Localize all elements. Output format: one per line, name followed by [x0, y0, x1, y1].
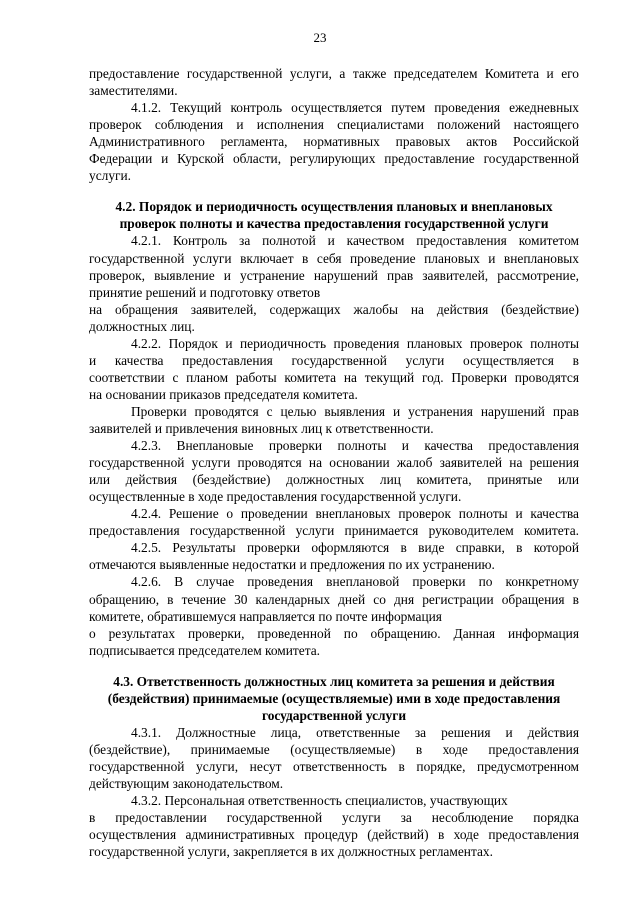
paragraph-line: 4.3.1. Должностные лица, ответственные за решения и действия — [131, 725, 579, 740]
paragraph-line: или действия (бездействие) должностных лиц комитета, принятые или — [89, 472, 579, 487]
paragraph-line: Проверки проводятся с целью выявления и устранения нарушений прав — [131, 404, 579, 419]
section-heading-line: государственной услуги — [261, 708, 407, 723]
section-heading-line: 4.2. Порядок и периодичность осуществления плановых и внеплановых — [115, 199, 553, 214]
paragraph-line: государственной услуги, несут ответственность в порядке, предусмотренном — [89, 759, 579, 774]
paragraph-line: 4.1.2. Текущий контроль осуществляется путем проведения ежедневных — [131, 100, 579, 115]
paragraph-line: государственной услуги, закрепляется в их должностных регламентах. — [89, 844, 493, 859]
paragraph-line: государственной услуги включает в себя проведение плановых и внеплановых — [89, 251, 579, 266]
paragraph-line: Административного регламента, нормативных правовых актов Российской — [89, 134, 579, 149]
paragraph-line: 4.2.3. Внеплановые проверки полноты и качества предоставления — [131, 438, 579, 453]
paragraph-line: Федерации и Курской области, регулирующих предоставление государственной — [89, 151, 579, 166]
paragraph-line: предоставление государственной услуги, а также председателем Комитета и его — [89, 66, 579, 81]
paragraph-line: осуществленные в ходе предоставления государственной услуги. — [89, 489, 462, 504]
paragraph-line: должностных лиц. — [89, 319, 195, 334]
paragraph-line: 4.3.2. Персональная ответственность специалистов, участвующих — [131, 793, 508, 808]
section-heading-line: проверок полноты и качества предоставления государственной услуги — [119, 216, 549, 231]
paragraph-line: 4.2.1. Контроль за полнотой и качеством предоставления комитетом — [131, 233, 579, 248]
section-heading-line: 4.3. Ответственность должностных лиц комитета за решения и действия — [113, 674, 555, 689]
paragraph-line: комитете, обратившемуся направляется по почте информация — [89, 609, 442, 624]
paragraph-line: государственной услуги проводятся на основании жалоб заявителей на решения — [89, 455, 579, 470]
paragraph-line: заместителями. — [89, 83, 178, 98]
paragraph-line: на основании приказов председателя комитета. — [89, 387, 358, 402]
paragraph-line: о результатах проверки, проведенной по обращению. Данная информация — [89, 626, 579, 641]
paragraph-line: осуществления административных процедур (действий) в ходе предоставления — [89, 827, 579, 842]
paragraph-line: предоставления государственной услуги принимается руководителем комитета. — [89, 523, 579, 538]
paragraph-line: и качества предоставления государственной услуги осуществляется в — [89, 353, 579, 368]
paragraph-line: услуги. — [89, 168, 132, 183]
paragraph-line: проверок соблюдения и исполнения специалистами положений настоящего — [89, 117, 579, 132]
paragraph-line: 4.2.6. В случае проведения внеплановой проверки по конкретному — [131, 574, 579, 589]
paragraph-line: в предоставлении государственной услуги за несоблюдение порядка — [89, 810, 579, 825]
section-heading-line: (бездействия) принимаемые (осуществляемые) ими в ходе предоставления — [107, 691, 561, 706]
paragraph-line: отмечаются выявленные недостатки и предложения по их устранению. — [89, 557, 495, 572]
page-number: 23 — [313, 30, 327, 45]
paragraph-line: 4.2.5. Результаты проверки оформляются в виде справки, в которой — [131, 540, 579, 555]
paragraph-line: 4.2.2. Порядок и периодичность проведения плановых проверок полноты — [131, 336, 579, 351]
paragraph-line: подписывается председателем комитета. — [89, 643, 321, 658]
paragraph-line: проверок, выявление и устранение нарушений прав заявителей, рассмотрение, — [89, 268, 579, 283]
paragraph-line: обращению, в течение 30 календарных дней со дня регистрации обращения в — [89, 592, 579, 607]
paragraph-line: 4.2.4. Решение о проведении внеплановых проверок полноты и качества — [131, 506, 579, 521]
paragraph-line: действующим законодательством. — [89, 776, 284, 791]
paragraph-line: соответствии с планом работы комитета на текущий год. Проверки проводятся — [89, 370, 579, 385]
paragraph-line: (бездействие), принимаемые (осуществляемые) в ходе предоставления — [89, 742, 579, 757]
paragraph-line: заявителей и привлечения виновных лиц к ответственности. — [89, 421, 434, 436]
paragraph-line: на обращения заявителей, содержащих жалобы на действия (бездействие) — [89, 302, 579, 317]
paragraph-line: принятие решений и подготовку ответов — [89, 285, 321, 300]
